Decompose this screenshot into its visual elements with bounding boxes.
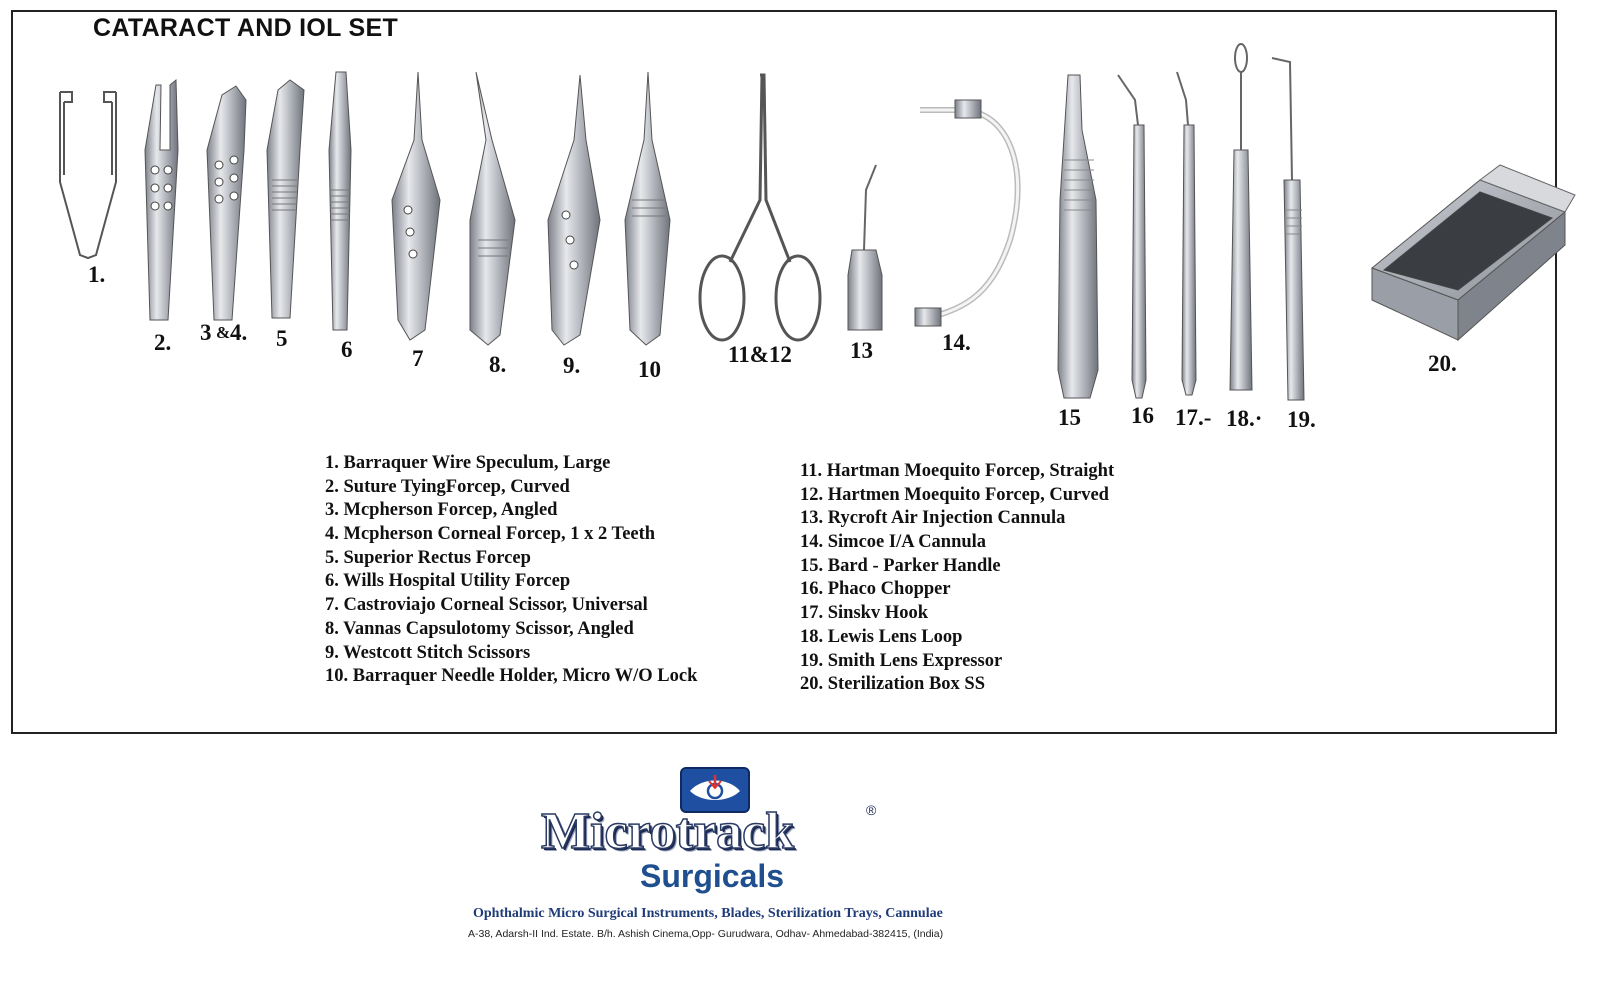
list-item: 4. Mcpherson Corneal Forcep, 1 x 2 Teeth xyxy=(325,524,656,545)
list-item: 8. Vannas Capsulotomy Scissor, Angled xyxy=(325,618,634,639)
item-number-label: 10 xyxy=(638,357,661,382)
list-item: 9. Westcott Stitch Scissors xyxy=(325,642,531,663)
list-item: 10. Barraquer Needle Holder, Micro W/O Lock xyxy=(325,666,698,687)
company-address: A-38, Adarsh-II Ind. Estate. B/h. Ashish Cinema,Opp- Gurudwara, Odhav- Ahmedabad-382415, (India) xyxy=(468,928,944,940)
needle-holder-illustration xyxy=(625,72,670,345)
westcott-scissors-illustration xyxy=(548,75,600,345)
list-item: 20. Sterilization Box SS xyxy=(800,674,986,695)
corneal-scissor-illustration xyxy=(392,72,440,340)
item-number-label: 16 xyxy=(1131,403,1154,428)
capsulotomy-scissor-illustration xyxy=(470,72,515,345)
item-number-label: 18.· xyxy=(1226,406,1263,431)
item-number-label: 5 xyxy=(276,326,288,351)
item-number-label: 20. xyxy=(1428,351,1457,376)
list-item: 13. Rycroft Air Injection Cannula xyxy=(800,508,1066,529)
smith-lens-expressor-illustration xyxy=(1272,58,1304,400)
item-number-label: 6 xyxy=(341,337,353,362)
superior-rectus-forcep-illustration xyxy=(267,80,304,318)
item-number-label: 14. xyxy=(942,330,971,355)
list-item: 1. Barraquer Wire Speculum, Large xyxy=(325,453,611,473)
list-item: 12. Hartmen Moequito Forcep, Curved xyxy=(800,484,1109,505)
list-item: 2. Suture TyingForcep, Curved xyxy=(325,476,570,497)
air-injection-cannula-illustration xyxy=(848,165,882,330)
list-item: 14. Simcoe I/A Cannula xyxy=(800,532,987,553)
instrument-illustrations xyxy=(0,0,1600,440)
item-number-label: 7 xyxy=(412,346,424,371)
item-number-label: 2. xyxy=(154,330,172,355)
brand-tagline: Ophthalmic Micro Surgical Instruments, Blades, Sterilization Trays, Cannulae xyxy=(473,906,943,921)
bard-parker-handle-illustration xyxy=(1058,75,1098,398)
wills-utility-forcep-illustration xyxy=(329,72,351,330)
sinskey-hook-illustration xyxy=(1177,72,1196,395)
registered-mark: ® xyxy=(866,802,877,818)
item-number-label: 4. xyxy=(230,320,248,345)
list-item: 18. Lewis Lens Loop xyxy=(800,626,963,647)
sterilization-box-illustration xyxy=(1372,165,1575,340)
item-number-label: 15 xyxy=(1058,405,1081,430)
phaco-chopper-illustration xyxy=(1118,75,1146,398)
item-number-label: 9. xyxy=(563,353,581,378)
item-number-label: 1. xyxy=(88,262,106,287)
item-number-label: & xyxy=(216,323,231,342)
item-number-label: 3 xyxy=(200,320,212,345)
list-item: 6. Wills Hospital Utility Forcep xyxy=(325,571,571,592)
list-item: 5. Superior Rectus Forcep xyxy=(325,547,531,568)
list-item: 17. Sinskv Hook xyxy=(800,603,929,624)
mosquito-forcep-illustration xyxy=(700,75,820,340)
suture-tying-forcep-illustration xyxy=(145,80,178,320)
list-item: 15. Bard - Parker Handle xyxy=(800,555,1001,576)
item-number-label: 17.- xyxy=(1175,405,1212,430)
item-number-label: 8. xyxy=(489,352,507,377)
mcpherson-forcep-illustration xyxy=(207,86,246,320)
item-list-left xyxy=(325,452,697,689)
wire-speculum-illustration xyxy=(60,92,116,258)
item-number-label: 13 xyxy=(850,338,873,363)
list-item: 3. Mcpherson Forcep, Angled xyxy=(325,500,558,521)
item-list-right xyxy=(800,460,1114,697)
brand-name: Microtrack xyxy=(541,803,795,860)
list-item: 7. Castroviajo Corneal Scissor, Universal xyxy=(325,595,648,616)
item-number-label: 19. xyxy=(1287,407,1316,432)
lewis-lens-loop-illustration xyxy=(1230,44,1252,390)
page-title: CATARACT AND IOL SET xyxy=(93,14,399,42)
list-item: 16. Phaco Chopper xyxy=(800,579,951,600)
ia-cannula-illustration xyxy=(915,100,1018,326)
brand-subtitle: Surgicals xyxy=(640,858,785,894)
item-number-label: 11&12 xyxy=(728,342,792,367)
list-item: 19. Smith Lens Expressor xyxy=(800,650,1003,671)
list-item: 11. Hartman Moequito Forcep, Straight xyxy=(800,461,1115,481)
